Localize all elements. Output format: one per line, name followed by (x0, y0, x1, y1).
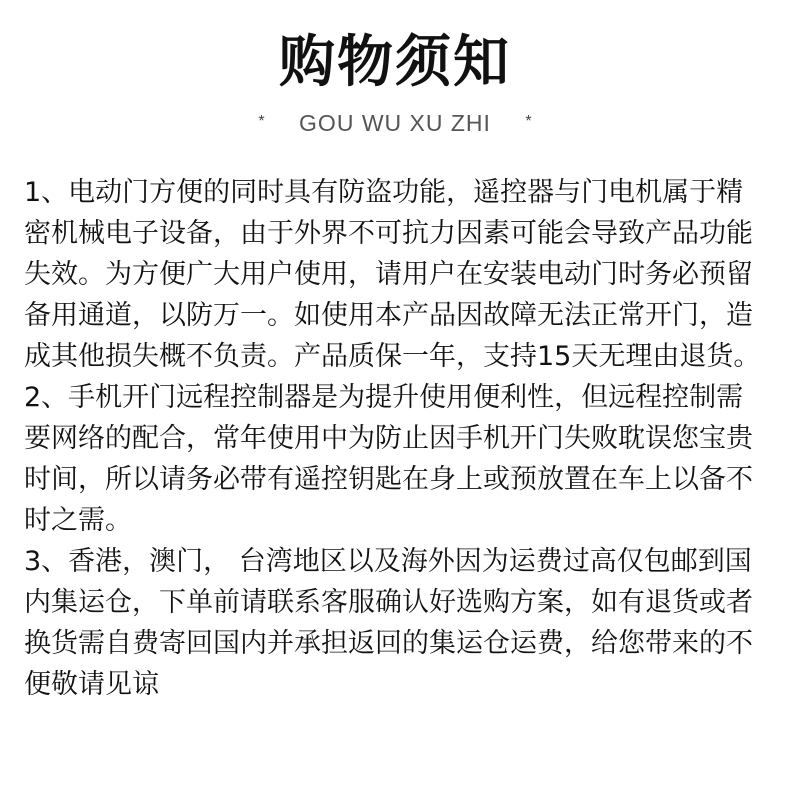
subtitle-row (0, 108, 790, 138)
notice-body (24, 172, 764, 705)
notice-item-2: 2、手机开门远程控制器是为提升使用便利性，但远程控制需要网络的配合，常年使用中为防止因手机开门失败耽误您宝贵时间，所以请务必带有遥控钥匙在身上或预放置在车上以备不时之需。 (24, 382, 753, 536)
notice-item-1: 1、电动门方便的同时具有防盗功能，遥控器与门电机属于精密机械电子设备，由于外界不可抗力因素可能会导致产品功能失效。为方便广大用户使用，请用户在安装电动门时务必预留备用通道，以防万一。如使用本产品因故障无法正常开门，造成其他损失概不负责。产品质保一年，支持15天无理由退货。 (24, 177, 761, 372)
star-right-icon: * (525, 112, 532, 130)
page-title: 购物须知 (279, 30, 511, 95)
notice-item-3: 3、香港，澳门， 台湾地区以及海外因为运费过高仅包邮到国内集运仓，下单前请联系客服确认好选购方案，如有退货或者换货需自费寄回国内并承担返回的集运仓运费，给您带来的不便敬请见谅 (24, 546, 753, 700)
page-subtitle: GOU WU XU ZHI (299, 110, 491, 136)
star-left-icon: * (258, 112, 265, 130)
